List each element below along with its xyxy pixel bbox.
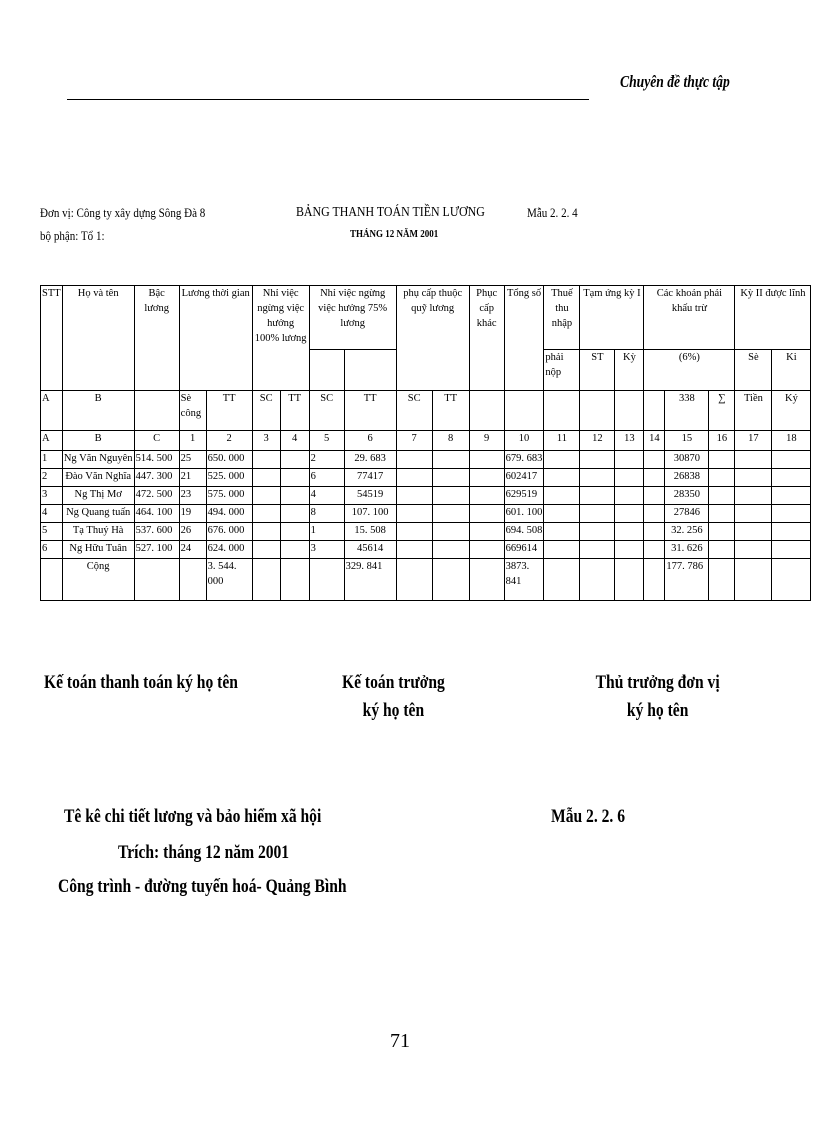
subheader-tt: TT bbox=[432, 391, 469, 431]
cell-grade: 472. 500 bbox=[134, 487, 179, 505]
table-row bbox=[41, 541, 811, 559]
cell-tt: 575. 000 bbox=[206, 487, 252, 505]
signature-chief-sign: ký họ tên bbox=[362, 700, 425, 721]
signature-chief-accountant bbox=[336, 672, 451, 722]
col-code: 2 bbox=[206, 431, 252, 451]
col-code: 9 bbox=[469, 431, 504, 451]
cell-stt: 2 bbox=[41, 469, 63, 487]
cell-d338: 27846 bbox=[665, 505, 709, 523]
signature-accountant: Kế toán thanh toán ký họ tên bbox=[44, 672, 238, 693]
subheader-a: A bbox=[41, 391, 63, 431]
table-row bbox=[41, 505, 811, 523]
col-code: 3 bbox=[252, 431, 280, 451]
sum-338: 177. 786 bbox=[665, 559, 709, 601]
cell-total: 601. 100 bbox=[504, 505, 544, 523]
header-leave100: Nhỉ việc ngừng việc hưởng 100% lương bbox=[252, 286, 309, 391]
cell-d338: 28350 bbox=[665, 487, 709, 505]
header-stt: STT bbox=[41, 286, 63, 391]
col-code: 11 bbox=[544, 431, 580, 451]
cell-tt75: 54519 bbox=[344, 487, 396, 505]
sum-tt75: 329. 841 bbox=[344, 559, 396, 601]
header-tax-b: phải nộp bbox=[544, 350, 580, 391]
header-ky: Kỳ bbox=[615, 350, 644, 391]
cell-days: 24 bbox=[179, 541, 206, 559]
cell-grade: 447. 300 bbox=[134, 469, 179, 487]
cell-days: 19 bbox=[179, 505, 206, 523]
cell-days: 21 bbox=[179, 469, 206, 487]
subheader-sigma: ∑ bbox=[709, 391, 735, 431]
cell-total: 694. 508 bbox=[504, 523, 544, 541]
sum-total: 3873. 841 bbox=[504, 559, 544, 601]
col-code: 4 bbox=[280, 431, 309, 451]
col-code: 18 bbox=[772, 431, 811, 451]
department-label: bộ phận: Tổ 1: bbox=[40, 228, 105, 243]
cell-tt: 676. 000 bbox=[206, 523, 252, 541]
cell-tt75: 107. 100 bbox=[344, 505, 396, 523]
cell-name: Tạ Thuý Hà bbox=[62, 523, 134, 541]
col-code: B bbox=[62, 431, 134, 451]
cell-grade: 464. 100 bbox=[134, 505, 179, 523]
col-code: 13 bbox=[615, 431, 644, 451]
cell-grade: 527. 100 bbox=[134, 541, 179, 559]
cell-tt: 650. 000 bbox=[206, 451, 252, 469]
col-code: 15 bbox=[665, 431, 709, 451]
header-st: ST bbox=[580, 350, 615, 391]
signature-head-sign: ký họ tên bbox=[626, 700, 689, 721]
cell-sc75: 2 bbox=[309, 451, 344, 469]
cell-sc75: 1 bbox=[309, 523, 344, 541]
cell-tt75: 29. 683 bbox=[344, 451, 396, 469]
col-code: 5 bbox=[309, 431, 344, 451]
subheader-sc: SC bbox=[252, 391, 280, 431]
header-pct: (6%) bbox=[644, 350, 735, 391]
cell-days: 26 bbox=[179, 523, 206, 541]
header-total: Tổng số bbox=[504, 286, 544, 391]
cell-name: Ng Quang tuấn bbox=[62, 505, 134, 523]
signature-chief-title: Kế toán trưởng bbox=[341, 672, 445, 693]
col-code: C bbox=[134, 431, 179, 451]
cell-name: Ng Văn Nguyên bbox=[62, 451, 134, 469]
cell-days: 23 bbox=[179, 487, 206, 505]
header-ki: Ki bbox=[772, 350, 811, 391]
second-title: Tê kê chi tiết lương và bảo hiểm xã hội bbox=[64, 806, 322, 827]
cell-total: 669614 bbox=[504, 541, 544, 559]
cell-sc75: 3 bbox=[309, 541, 344, 559]
cell-sc75: 4 bbox=[309, 487, 344, 505]
subheader-sc: SC bbox=[309, 391, 344, 431]
header-tax: Thuế thu nhập bbox=[544, 286, 580, 350]
cell-days: 25 bbox=[179, 451, 206, 469]
col-code: 6 bbox=[344, 431, 396, 451]
cell-name: Ng Thị Mơ bbox=[62, 487, 134, 505]
payroll-table bbox=[40, 285, 811, 601]
header-leave75: Nhỉ việc ngừng việc hưởng 75% lương bbox=[309, 286, 396, 350]
second-project: Công trình - đường tuyến hoá- Quảng Bình bbox=[58, 876, 347, 897]
header-grade: Bậc lương bbox=[134, 286, 179, 391]
table-row bbox=[41, 469, 811, 487]
header-name: Họ và tên bbox=[62, 286, 134, 391]
subheader-sc: SC bbox=[396, 391, 432, 431]
cell-total: 679. 683 bbox=[504, 451, 544, 469]
cell-stt: 5 bbox=[41, 523, 63, 541]
col-code: A bbox=[41, 431, 63, 451]
signature-head-title: Thủ trưởng đơn vị bbox=[595, 672, 720, 693]
form-code: Mẫu 2. 2. 4 bbox=[527, 205, 578, 220]
cell-tt75: 15. 508 bbox=[344, 523, 396, 541]
cell-tt75: 77417 bbox=[344, 469, 396, 487]
cell-total: 602417 bbox=[504, 469, 544, 487]
subheader-b: B bbox=[62, 391, 134, 431]
header-rule bbox=[67, 99, 589, 100]
page-number: 71 bbox=[390, 1030, 410, 1052]
table-row bbox=[41, 451, 811, 469]
cell-d338: 31. 626 bbox=[665, 541, 709, 559]
cell-stt: 1 bbox=[41, 451, 63, 469]
subheader-se-cong: Sè công bbox=[179, 391, 206, 431]
header-se: Sè bbox=[735, 350, 772, 391]
subheader-tt: TT bbox=[280, 391, 309, 431]
table-row bbox=[41, 523, 811, 541]
signature-head bbox=[590, 672, 725, 722]
cell-tt: 624. 000 bbox=[206, 541, 252, 559]
cell-tt: 525. 000 bbox=[206, 469, 252, 487]
sum-label: Cộng bbox=[62, 559, 134, 601]
subheader-tt: TT bbox=[344, 391, 396, 431]
col-code: 17 bbox=[735, 431, 772, 451]
cell-grade: 514. 500 bbox=[134, 451, 179, 469]
col-code: 12 bbox=[580, 431, 615, 451]
cell-name: Đào Văn Nghĩa bbox=[62, 469, 134, 487]
subheader-tt: TT bbox=[206, 391, 252, 431]
cell-stt: 4 bbox=[41, 505, 63, 523]
cell-tt: 494. 000 bbox=[206, 505, 252, 523]
cell-tt75: 45614 bbox=[344, 541, 396, 559]
cell-stt: 6 bbox=[41, 541, 63, 559]
subheader-338: 338 bbox=[665, 391, 709, 431]
col-code: 10 bbox=[504, 431, 544, 451]
second-form: Mẫu 2. 2. 6 bbox=[551, 806, 626, 827]
cell-sc75: 8 bbox=[309, 505, 344, 523]
table-row bbox=[41, 487, 811, 505]
cell-d338: 26838 bbox=[665, 469, 709, 487]
unit-label: Đơn vị: Công ty xây dựng Sông Đà 8 bbox=[40, 205, 206, 220]
cell-sc75: 6 bbox=[309, 469, 344, 487]
period-label: THÁNG 12 NĂM 2001 bbox=[350, 229, 439, 240]
second-extract: Trích: tháng 12 năm 2001 bbox=[118, 842, 290, 863]
cell-d338: 32. 256 bbox=[665, 523, 709, 541]
col-code: 8 bbox=[432, 431, 469, 451]
header-title: Chuyên đề thực tập bbox=[620, 72, 730, 91]
header-other: Phục cấp khác bbox=[469, 286, 504, 391]
sum-tt: 3. 544. 000 bbox=[206, 559, 252, 601]
cell-stt: 3 bbox=[41, 487, 63, 505]
header-deduct: Các khoản phải khấu trừ bbox=[644, 286, 735, 350]
header-time-pay: Lương thời gian bbox=[179, 286, 252, 391]
header-period2: Kỳ II được lĩnh bbox=[735, 286, 811, 350]
col-code: 7 bbox=[396, 431, 432, 451]
cell-name: Ng Hữu Tuân bbox=[62, 541, 134, 559]
header-allowance: phụ cấp thuộc quỹ lương bbox=[396, 286, 469, 391]
cell-total: 629519 bbox=[504, 487, 544, 505]
cell-grade: 537. 600 bbox=[134, 523, 179, 541]
col-code: 16 bbox=[709, 431, 735, 451]
document-title: BẢNG THANH TOÁN TIỀN LƯƠNG bbox=[296, 205, 485, 220]
subheader-tien: Tiền bbox=[735, 391, 772, 431]
col-code: 1 bbox=[179, 431, 206, 451]
header-advance: Tạm ứng kỳ I bbox=[580, 286, 644, 350]
cell-d338: 30870 bbox=[665, 451, 709, 469]
col-code: 14 bbox=[644, 431, 665, 451]
subheader-ky: Ký bbox=[772, 391, 811, 431]
